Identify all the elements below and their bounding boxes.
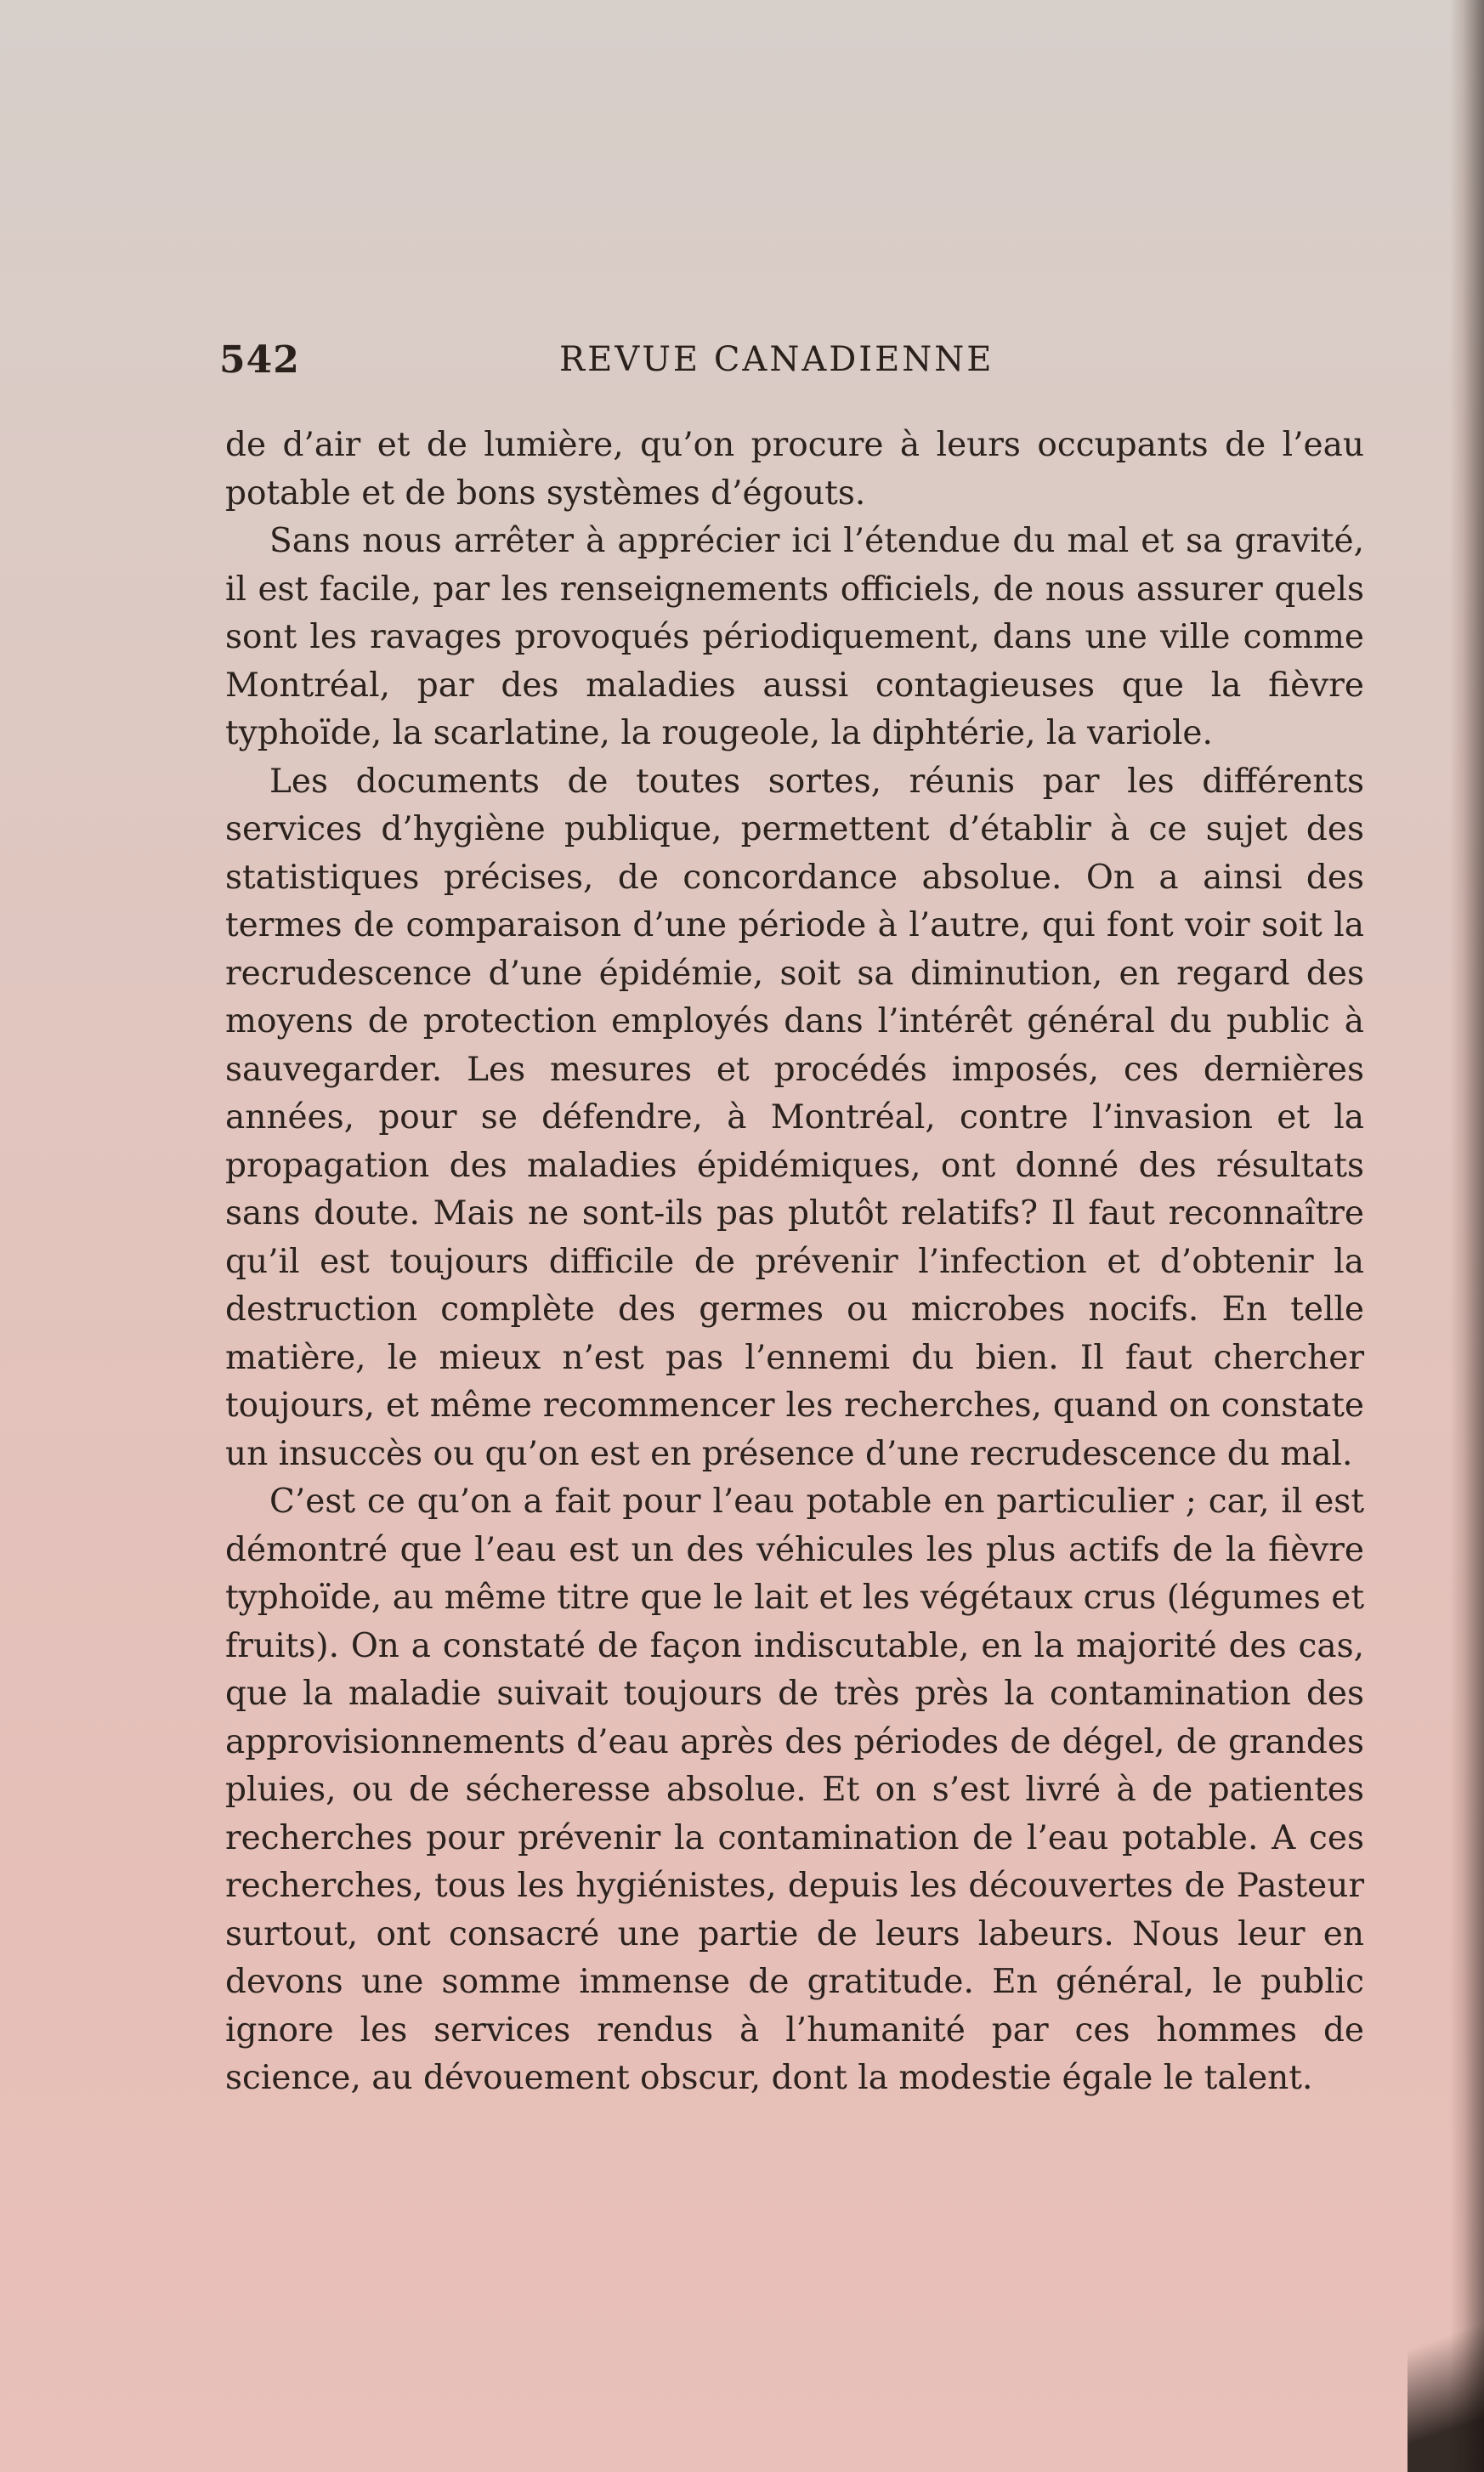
page-number: 542	[219, 338, 300, 382]
page-edge-shadow	[1450, 0, 1484, 2472]
running-title: REVUE CANADIENNE	[559, 340, 994, 379]
body-text	[225, 422, 1364, 2103]
page-corner-shadow	[1408, 2285, 1484, 2472]
paragraph-documents: Les documents de toutes sortes, réunis par les différents services d’hygiène publique, permettent d’établir à ce sujet des statistiques précises, de concordance absolue. On a ainsi des termes de comparaison d’une période à l’autre, qui font voir soit la recrudescence d’une épidémie, soit sa diminution, en regard des moyens de protection employés dans l’intérêt général du public à sauvegarder. Les mesures et procédés imposés, ces dernières années, pour se défendre, à Montréal, contre l’invasion et la propagation des maladies épidémiques, ont donné des résultats sans doute. Mais ne sont-ils pas plutôt relatifs? Il faut reconnaître qu’il est toujours difficile de prévenir l’infection et d’obtenir la destruction complète des germes ou microbes nocifs. En telle matière, le mieux n’est pas l’ennemi du bien. Il faut chercher toujours, et même recommencer les recherches, quand on constate un insuccès ou qu’on est en présence d’une recrudescence du mal.	[225, 762, 1364, 1473]
paragraph-gravite: Sans nous arrêter à apprécier ici l’étendue du mal et sa gravité, il est facile, par les renseignements officiels, de nous assurer quels sont les ravages provoqués périodiquement, dans une ville comme Montréal, par des maladies aussi contagieuses que la fièvre typhoïde, la scarlatine, la rougeole, la diphtérie, la variole.	[225, 522, 1364, 752]
running-header	[219, 338, 1362, 389]
paragraph-eau-potable: C’est ce qu’on a fait pour l’eau potable en particulier ; car, il est démontré que l’eau est un des véhicules les plus actifs de la fièvre typhoïde, au même titre que le lait et les végétaux crus (légumes et fruits). On a constaté de façon indiscutable, en la majorité des cas, que la maladie suivait toujours de très près la contamination des approvisionnements d’eau après des périodes de dégel, de grandes pluies, ou de sécheresse absolue. Et on s’est livré à de patientes recherches pour prévenir la contamination de l’eau potable. A ces recherches, tous les hygiénistes, depuis les découvertes de Pasteur surtout, ont consacré une partie de leurs labeurs. Nous leur en devons une somme immense de gratitude. En général, le public ignore les services rendus à l’humanité par ces hommes de science, au dévouement obscur, dont la modestie égale le talent.	[225, 1483, 1364, 2097]
paragraph-continuation: de d’air et de lumière, qu’on procure à leurs occupants de l’eau potable et de bons systèmes d’égouts.	[225, 426, 1364, 513]
